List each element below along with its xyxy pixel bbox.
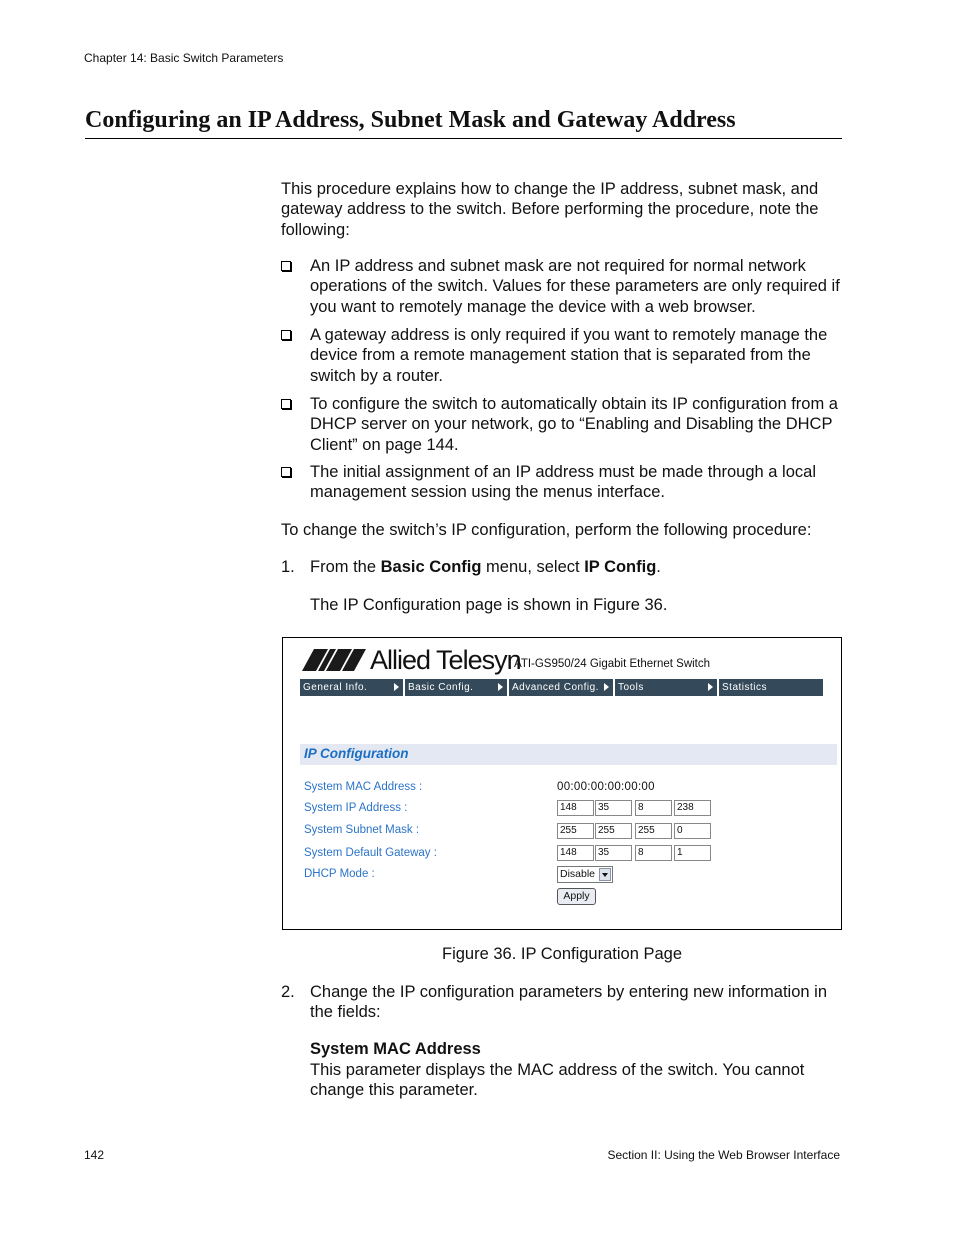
allied-telesyn-logo-icon: [302, 649, 366, 671]
step-text: From the Basic Config menu, select IP Config.: [310, 558, 661, 576]
section-title: Configuring an IP Address, Subnet Mask and Gateway Address: [85, 107, 842, 139]
checkbox-bullet-icon: [281, 399, 291, 409]
checkbox-bullet-icon: [281, 261, 291, 271]
intro-paragraph: This procedure explains how to change the IP address, subnet mask, and gateway address to the switch. Before performing the procedure, note the following:: [281, 180, 819, 239]
figure-caption: Figure 36. IP Configuration Page: [441, 945, 682, 963]
bullet-text: To configure the switch to automatically obtain its IP configuration from a DHCP server on your network, go to “Enabling and Disabling the DHCP Client” on page 144.: [310, 395, 838, 454]
nav-general-info[interactable]: General Info.: [300, 679, 403, 696]
procedure-intro: To change the switch’s IP configuration, perform the following procedure:: [281, 521, 812, 539]
running-header: Chapter 14: Basic Switch Parameters: [84, 51, 284, 65]
gateway-octet-3[interactable]: 8: [635, 845, 672, 861]
menu-name: Basic Config: [380, 558, 482, 576]
step-text: Change the IP configuration parameters by entering new information in the fields:: [310, 983, 828, 1022]
gateway-label: System Default Gateway :: [304, 847, 437, 859]
bullet-text: An IP address and subnet mask are not required for normal network operations of the switch. Values for these parameters are only required if you want to remotely manage the device with a web browser.: [310, 257, 840, 316]
ip-octet-3[interactable]: 8: [635, 800, 672, 816]
apply-button[interactable]: Apply: [557, 888, 596, 905]
chevron-down-icon: [599, 868, 611, 881]
mac-value: 00:00:00:00:00:00: [557, 781, 655, 793]
brand-name: Allied Telesyn: [370, 645, 521, 675]
step-number: 1.: [281, 558, 295, 576]
bullet-text: The initial assignment of an IP address must be made through a local management session using the menus interface.: [310, 463, 816, 502]
dhcp-label: DHCP Mode :: [304, 868, 375, 880]
chevron-right-icon: [498, 683, 503, 691]
running-footer: Section II: Using the Web Browser Interface: [607, 1148, 840, 1162]
ip-octet-1[interactable]: 148: [557, 800, 594, 816]
nav-tools[interactable]: Tools: [615, 679, 717, 696]
step-number: 2.: [281, 983, 295, 1001]
chevron-right-icon: [394, 683, 399, 691]
nav-bar: [300, 679, 823, 696]
ip-octet-2[interactable]: 35: [595, 800, 632, 816]
checkbox-bullet-icon: [281, 330, 291, 340]
subnet-octet-3[interactable]: 255: [635, 823, 672, 839]
chevron-right-icon: [708, 683, 713, 691]
chevron-right-icon: [604, 683, 609, 691]
nav-basic-config[interactable]: Basic Config.: [405, 679, 507, 696]
dhcp-mode-select[interactable]: Disable: [557, 866, 613, 883]
gateway-octet-2[interactable]: 35: [595, 845, 632, 861]
page-number: 142: [84, 1148, 105, 1162]
ip-label: System IP Address :: [304, 802, 408, 814]
panel-header: [300, 744, 837, 765]
gateway-octet-1[interactable]: 148: [557, 845, 594, 861]
panel-title: IP Configuration: [304, 746, 409, 761]
gateway-octet-4[interactable]: 1: [674, 845, 711, 861]
parameter-name: System MAC Address: [310, 1040, 481, 1058]
figure-screenshot: [282, 637, 842, 930]
ip-octet-4[interactable]: 238: [674, 800, 711, 816]
product-name: ATI-GS950/24 Gigabit Ethernet Switch: [514, 658, 711, 670]
nav-statistics[interactable]: Statistics: [719, 679, 823, 696]
mac-label: System MAC Address :: [304, 781, 423, 793]
subnet-octet-4[interactable]: 0: [674, 823, 711, 839]
subnet-label: System Subnet Mask :: [304, 824, 420, 836]
subnet-octet-2[interactable]: 255: [595, 823, 632, 839]
bullet-text: A gateway address is only required if you want to remotely manage the device from a remote management station that is separated from the switch by a router.: [310, 326, 828, 385]
subnet-octet-1[interactable]: 255: [557, 823, 594, 839]
menu-item-name: IP Config: [584, 558, 657, 576]
nav-advanced-config[interactable]: Advanced Config.: [509, 679, 613, 696]
checkbox-bullet-icon: [281, 467, 291, 477]
